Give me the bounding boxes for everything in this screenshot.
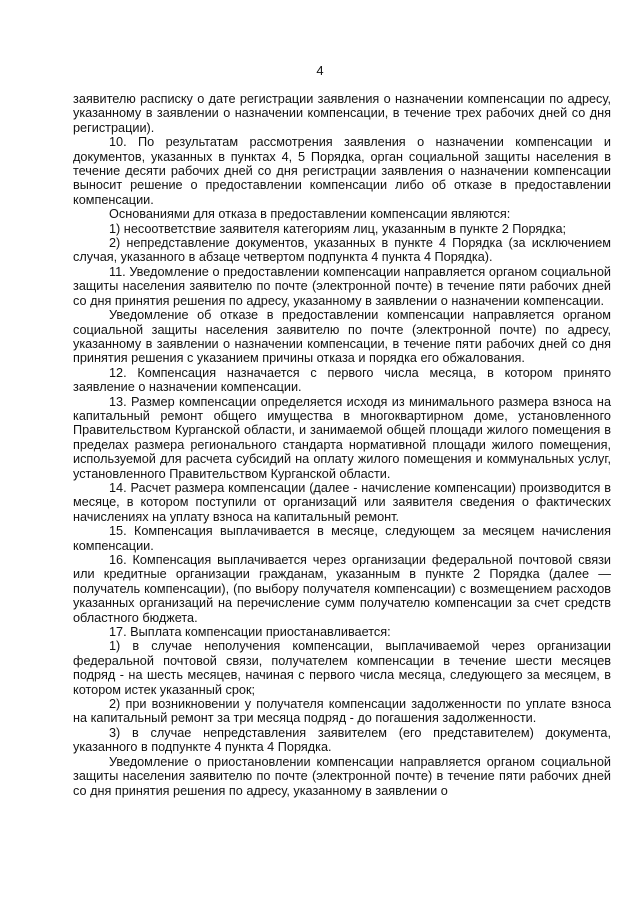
paragraph-item-12: 12. Компенсация назначается с первого числа месяца, в котором принято заявление о назначении компенсации. bbox=[73, 365, 611, 395]
paragraph-continuation: заявителю расписку о дате регистрации заявления о назначении компенсации по адресу, указанному в заявлении о назначении компенсации, в течение трех рабочих дней со дня регистрации). bbox=[73, 92, 611, 135]
paragraph-item-10: 10. По результатам рассмотрения заявления о назначении компенсации и документов, указанных в пунктах 4, 5 Порядка, орган социальной защиты населения в течение десяти рабочих дней со дня регистрации заявления о назначении компенсации выносит решение о предоставлении компенсации либо об отказе в предоставлении компенсации. bbox=[73, 135, 611, 207]
paragraph-item-16: 16. Компенсация выплачивается через организации федеральной почтовой связи или кредитные организации гражданам, указанным в пункте 2 Порядка (далее — получатель компенсации), (по выбору получателя компенсации) с возмещением расходов указанных организаций на перечисление сумм получателю компенсации за счет средств областного бюджета. bbox=[73, 553, 611, 625]
paragraph-suspension-3: 3) в случае непредставления заявителем (его представителем) документа, указанного в подпункте 4 пункта 4 Порядка. bbox=[73, 725, 611, 755]
paragraph-refusal-ground-2: 2) непредставление документов, указанных в пункте 4 Порядка (за исключением случая, указанного в абзаце четвертом подпункта 4 пункта 4 Порядка). bbox=[73, 236, 611, 265]
paragraph-suspension-notice: Уведомление о приостановлении компенсации направляется органом социальной защиты населения заявителю по почте (электронной почте) в течение пяти рабочих дней со дня принятия решения по адресу, указанному в заявлении о bbox=[73, 754, 611, 798]
page-number: 4 bbox=[316, 63, 324, 78]
paragraph-item-14: 14. Расчет размера компенсации (далее - начисление компенсации) производится в месяце, в котором поступили от организаций или заявителя сведения о фактических начислениях на уплату взноса на капитальный ремонт. bbox=[73, 480, 611, 524]
paragraph-suspension-1: 1) в случае неполучения компенсации, выплачиваемой через организации федеральной почтовой связи, получателем компенсации в течение шести месяцев подряд - на шесть месяцев, начиная с первого числа месяца, следующего за месяцем, в котором истек указанный срок; bbox=[73, 639, 611, 697]
paragraph-item-17: 17. Выплата компенсации приостанавливается: bbox=[109, 625, 391, 640]
paragraph-refusal-grounds: Основаниями для отказа в предоставлении компенсации являются: bbox=[109, 207, 511, 222]
paragraph-refusal-notice: Уведомление об отказе в предоставлении компенсации направляется органом социальной защиты населения заявителю по почте (электронной почте) по адресу, указанному в заявлении о назначении компенсации, в течение пяти рабочих дней со дня принятия решения с указанием причины отказа и порядка его обжалования. bbox=[73, 308, 611, 366]
paragraph-item-13: 13. Размер компенсации определяется исходя из минимального размера взноса на капитальный ремонт общего имущества в многоквартирном доме, установленного Правительством Курганской области, и занимаемой общей площади жилого помещения в пределах размера регионального стандарта нормативной площади жилого помещения, используемой для расчета субсидий на оплату жилого помещения и коммунальных услуг, установленного Правительством Курганской области. bbox=[73, 394, 611, 481]
paragraph-item-15: 15. Компенсация выплачивается в месяце, следующем за месяцем начисления компенсации. bbox=[73, 524, 611, 553]
document-body bbox=[73, 92, 611, 798]
paragraph-suspension-2: 2) при возникновении у получателя компенсации задолженности по уплате взноса на капитальный ремонт за три месяца подряд - до погашения задолженности. bbox=[73, 697, 611, 726]
paragraph-item-11: 11. Уведомление о предоставлении компенсации направляется органом социальной защиты населения заявителю по почте (электронной почте) в течение пяти рабочих дней со дня принятия решения по адресу, указанному в заявлении о назначении компенсации. bbox=[73, 264, 611, 308]
paragraph-refusal-ground-1: 1) несоответствие заявителя категориям лиц, указанным в пункте 2 Порядка; bbox=[109, 221, 567, 236]
